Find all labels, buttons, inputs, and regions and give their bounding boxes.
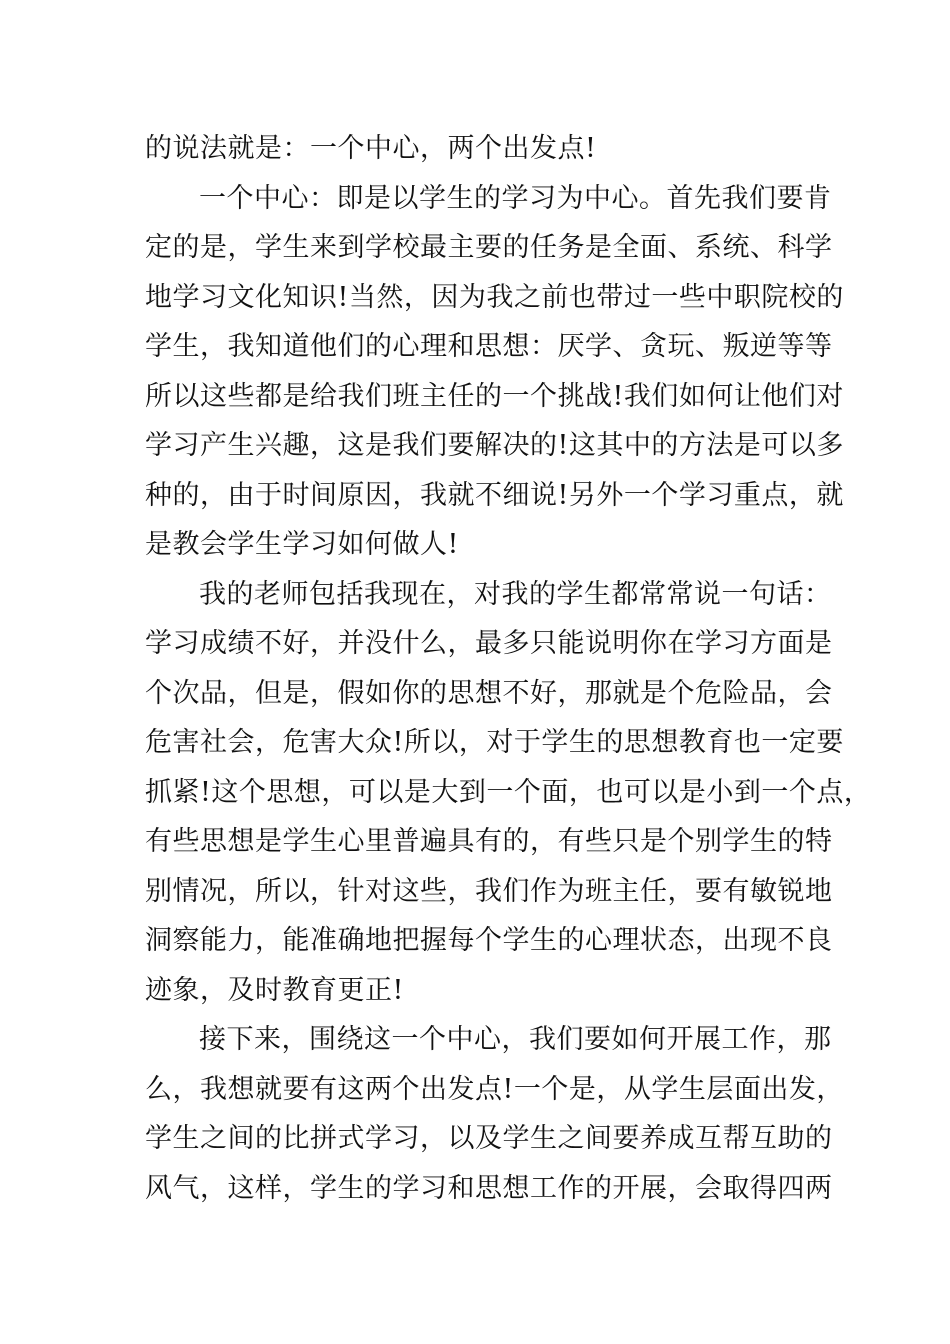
text-line: 是教会学生学习如何做人! (145, 529, 459, 560)
text-line: 地学习文化知识!当然，因为我之前也带过一些中职院校的 (145, 281, 844, 313)
text-line: 的说法就是：一个中心，两个出发点! (145, 133, 597, 164)
text-line: 学生，我知道他们的心理和思想：厌学、贪玩、叛逆等等 (145, 331, 833, 362)
text-line: 学习成绩不好，并没什么，最多只能说明你在学习方面是 (145, 628, 833, 659)
body-text (145, 124, 872, 1213)
text-line: 种的，由于时间原因，我就不细说!另外一个学习重点，就 (145, 479, 844, 511)
text-line: 学生之间的比拼式学习，以及学生之间要养成互帮互助的 (145, 1123, 833, 1154)
text-line: 学习产生兴趣，这是我们要解决的!这其中的方法是可以多 (145, 430, 844, 461)
text-line: 我的老师包括我现在，对我的学生都常常说一句话： (199, 578, 832, 610)
text-line: 接下来，围绕这一个中心，我们要如何开展工作，那 (199, 1024, 832, 1055)
text-line: 所以这些都是给我们班主任的一个挑战!我们如何让他们对 (145, 380, 844, 412)
text-line: 风气，这样，学生的学习和思想工作的开展，会取得四两 (145, 1172, 833, 1204)
text-line: 抓紧!这个思想，可以是大到一个面，也可以是小到一个点， (145, 776, 872, 808)
text-line: 别情况，所以，针对这些，我们作为班主任，要有敏锐地 (145, 875, 833, 907)
text-line: 一个中心：即是以学生的学习为中心。首先我们要肯 (199, 182, 832, 214)
text-line: 危害社会，危害大众!所以，对于学生的思想教育也一定要 (145, 727, 844, 758)
text-line: 么，我想就要有这两个出发点!一个是，从学生层面出发， (145, 1073, 844, 1105)
text-line: 迹象，及时教育更正! (145, 974, 404, 1006)
text-line: 洞察能力，能准确地把握每个学生的心理状态，出现不良 (145, 925, 833, 956)
text-line: 定的是，学生来到学校最主要的任务是全面、系统、科学 (145, 232, 833, 263)
text-line: 个次品，但是，假如你的思想不好，那就是个危险品，会 (145, 677, 833, 709)
text-line: 有些思想是学生心里普遍具有的，有些只是个别学生的特 (145, 826, 833, 857)
